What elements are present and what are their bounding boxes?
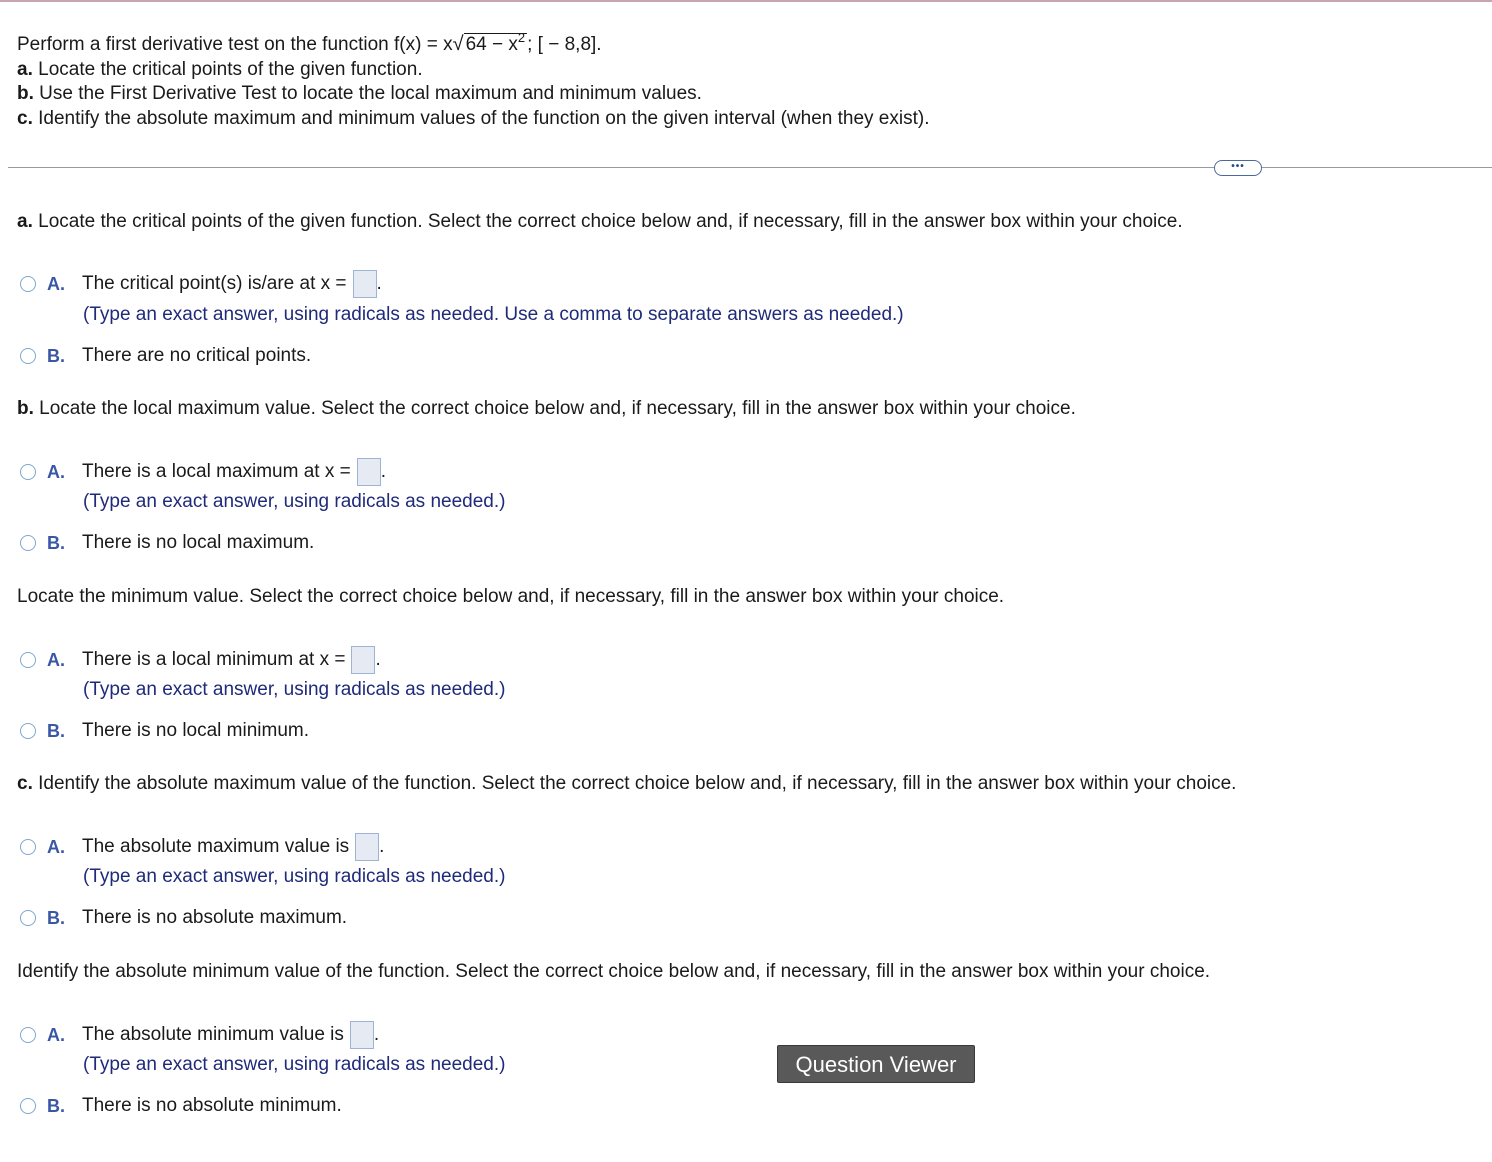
answer-input-box[interactable] bbox=[350, 1021, 374, 1049]
option-letter: A. bbox=[47, 649, 65, 670]
radio-button[interactable] bbox=[20, 535, 36, 551]
option-letter: A. bbox=[47, 1024, 65, 1045]
radical-sign: √ bbox=[452, 33, 464, 55]
question-c-prompt: c. Identify the absolute maximum value of the function. Select the correct choice below and, if necessary, fill in the answer box within your choice. bbox=[17, 773, 1237, 794]
option-text: The absolute minimum value is bbox=[82, 1024, 344, 1045]
option-a-critical-points[interactable]: A. The critical point(s) is/are at x = . bbox=[20, 271, 382, 297]
option-b-no-critical-points[interactable] bbox=[20, 343, 311, 369]
problem-part-b: b. Use the First Derivative Test to locate the local maximum and minimum values. bbox=[17, 83, 702, 105]
problem-statement bbox=[17, 26, 929, 131]
top-border bbox=[0, 0, 1492, 2]
radio-button[interactable] bbox=[20, 910, 36, 926]
option-b-no-local-maximum[interactable] bbox=[20, 530, 314, 556]
option-b-no-local-minimum[interactable] bbox=[20, 718, 309, 744]
option-letter: A. bbox=[47, 461, 65, 482]
radio-button[interactable] bbox=[20, 464, 36, 480]
radio-button[interactable] bbox=[20, 839, 36, 855]
option-a-absolute-maximum[interactable]: A. The absolute maximum value is . bbox=[20, 834, 384, 860]
problem-intro-line bbox=[17, 26, 929, 58]
option-text: There are no critical points. bbox=[82, 345, 312, 366]
option-text: The critical point(s) is/are at x = bbox=[82, 273, 347, 294]
option-b-no-absolute-maximum[interactable] bbox=[20, 905, 347, 931]
question-absolute-minimum-prompt: Identify the absolute minimum value of the function. Select the correct choice below and, if necessary, fill in the answer box within your choice. bbox=[17, 961, 1211, 982]
answer-input-box[interactable] bbox=[357, 458, 381, 486]
square-root-expression bbox=[453, 26, 528, 58]
section-divider bbox=[8, 167, 1492, 168]
question-viewer-button[interactable]: Question Viewer bbox=[777, 1045, 975, 1083]
answer-input-box[interactable] bbox=[351, 646, 375, 674]
option-text: There is no absolute maximum. bbox=[82, 907, 348, 928]
problem-part-c: c. Identify the absolute maximum and minimum values of the function on the given interval (when they exist). bbox=[17, 107, 930, 129]
option-letter: B. bbox=[47, 532, 65, 553]
question-b-prompt: b. Locate the local maximum value. Select the correct choice below and, if necessary, fill in the answer box within your choice. bbox=[17, 398, 1076, 419]
option-letter: B. bbox=[47, 907, 65, 928]
option-a-local-minimum[interactable]: A. There is a local minimum at x = . bbox=[20, 647, 381, 673]
hint-text: (Type an exact answer, using radicals as needed. Use a comma to separate answers as needed.) bbox=[83, 304, 904, 325]
option-text: The absolute maximum value is bbox=[82, 836, 350, 857]
option-text: There is a local minimum at x = bbox=[82, 649, 346, 670]
option-b-no-absolute-minimum[interactable] bbox=[20, 1093, 342, 1119]
option-letter: B. bbox=[47, 345, 65, 366]
answer-input-box[interactable] bbox=[355, 833, 379, 861]
option-a-absolute-minimum[interactable]: A. The absolute minimum value is . bbox=[20, 1022, 379, 1048]
question-a-prompt: a. Locate the critical points of the given function. Select the correct choice below and, if necessary, fill in the answer box within your choice. bbox=[17, 211, 1183, 232]
option-letter: B. bbox=[47, 720, 65, 741]
interval-text: ; [ − 8,8]. bbox=[527, 34, 602, 55]
hint-text: (Type an exact answer, using radicals as needed.) bbox=[83, 679, 506, 700]
option-letter: A. bbox=[47, 273, 65, 294]
question-minimum-prompt: Locate the minimum value. Select the correct choice below and, if necessary, fill in the answer box within your choice. bbox=[17, 586, 1005, 607]
radio-button[interactable] bbox=[20, 348, 36, 364]
radicand-text: 64 − x bbox=[465, 34, 518, 55]
option-a-local-maximum[interactable]: A. There is a local maximum at x = . bbox=[20, 459, 386, 485]
option-text: There is no absolute minimum. bbox=[82, 1095, 342, 1116]
radio-button[interactable] bbox=[20, 276, 36, 292]
more-options-button[interactable]: ••• bbox=[1214, 160, 1262, 176]
option-text: There is a local maximum at x = bbox=[82, 461, 351, 482]
hint-text: (Type an exact answer, using radicals as needed.) bbox=[83, 491, 506, 512]
problem-intro: Perform a first derivative test on the function f(x) = x bbox=[17, 34, 453, 55]
hint-text: (Type an exact answer, using radicals as needed.) bbox=[83, 1054, 506, 1075]
option-text: There is no local maximum. bbox=[82, 532, 315, 553]
problem-part-a: a. Locate the critical points of the given function. bbox=[17, 58, 423, 80]
option-letter: B. bbox=[47, 1095, 65, 1116]
radio-button[interactable] bbox=[20, 1027, 36, 1043]
radio-button[interactable] bbox=[20, 652, 36, 668]
hint-text: (Type an exact answer, using radicals as needed.) bbox=[83, 866, 506, 887]
radio-button[interactable] bbox=[20, 723, 36, 739]
option-letter: A. bbox=[47, 836, 65, 857]
answer-input-box[interactable] bbox=[353, 270, 377, 298]
radio-button[interactable] bbox=[20, 1098, 36, 1114]
exponent: 2 bbox=[517, 30, 526, 45]
option-text: There is no local minimum. bbox=[82, 720, 310, 741]
